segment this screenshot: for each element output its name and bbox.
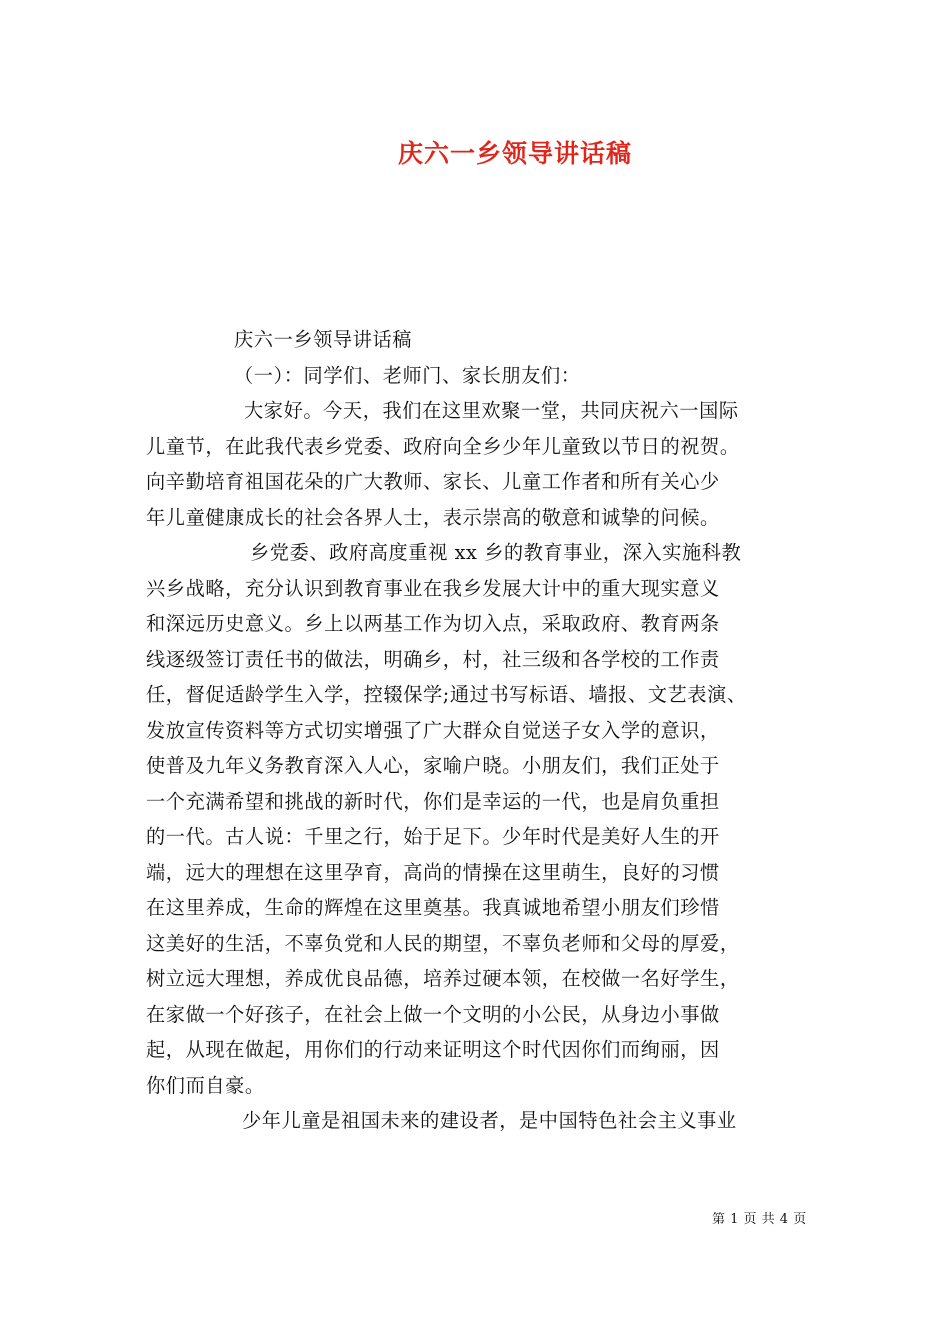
paragraph-line: 起，从现在做起，用你们的行动来证明这个时代因你们而绚丽，因 [146, 1038, 720, 1061]
paragraph-line: 和深远历史意义。乡上以两基工作为切入点，采取政府、教育两条 [146, 612, 720, 635]
paragraph-line: 大家好。今天，我们在这里欢聚一堂，共同庆祝六一国际 [244, 399, 739, 422]
page-title: 庆六一乡领导讲话稿 [397, 139, 632, 168]
paragraph-line: 使普及九年义务教育深入人心，家喻户晓。小朋友们，我们正处于 [146, 754, 720, 777]
paragraph-line: 儿童节，在此我代表乡党委、政府向全乡少年儿童致以节日的祝贺。 [146, 434, 740, 458]
paragraph-line: （一）：同学们、老师门、家长朋友们： [234, 363, 581, 387]
paragraph-line: 线逐级签订责任书的做法，明确乡，村，社三级和各学校的工作责 [146, 647, 720, 671]
document-body [146, 322, 826, 1139]
paragraph-line: 乡党委、政府高度重视 xx 乡的教育事业，深入实施科教 [250, 541, 742, 564]
paragraph-line: 庆六一乡领导讲话稿 [234, 328, 413, 351]
paragraph-line: 向辛勤培育祖国花朵的广大教师、家长、儿童工作者和所有关心少 [146, 470, 720, 493]
paragraph-line: 在这里养成，生命的辉煌在这里奠基。我真诚地希望小朋友们珍惜 [146, 896, 720, 919]
paragraph-line: 任，督促适龄学生入学，控辍保学;通过书写标语、墙报、文艺表演、 [146, 683, 747, 706]
paragraph-line: 一个充满希望和挑战的新时代，你们是幸运的一代，也是肩负重担 [146, 789, 720, 813]
paragraph-line: 你们而自豪。 [146, 1073, 265, 1097]
paragraph-line: 树立远大理想，养成优良品德，培养过硬本领，在校做一名好学生， [146, 967, 740, 990]
paragraph-line: 这美好的生活，不辜负党和人民的期望，不辜负老师和父母的厚爱， [146, 931, 740, 955]
paragraph-line: 端，远大的理想在这里孕育，高尚的情操在这里萌生，良好的习惯 [146, 860, 720, 884]
paragraph-line: 在家做一个好孩子，在社会上做一个文明的小公民，从身边小事做 [146, 1002, 720, 1026]
paragraph-line: 少年儿童是祖国未来的建设者，是中国特色社会主义事业 [242, 1109, 737, 1132]
paragraph-line: 的一代。古人说：千里之行，始于足下。少年时代是美好人生的开 [146, 825, 720, 848]
paragraph-line: 兴乡战略，充分认识到教育事业在我乡发展大计中的重大现实意义 [146, 576, 720, 600]
page-number-footer: 第 1 页 共 4 页 [712, 1212, 807, 1227]
paragraph-line: 发放宣传资料等方式切实增强了广大群众自觉送子女入学的意识， [146, 718, 720, 742]
paragraph-line: 年儿童健康成长的社会各界人士，表示崇高的敬意和诚挚的问候。 [146, 505, 720, 529]
